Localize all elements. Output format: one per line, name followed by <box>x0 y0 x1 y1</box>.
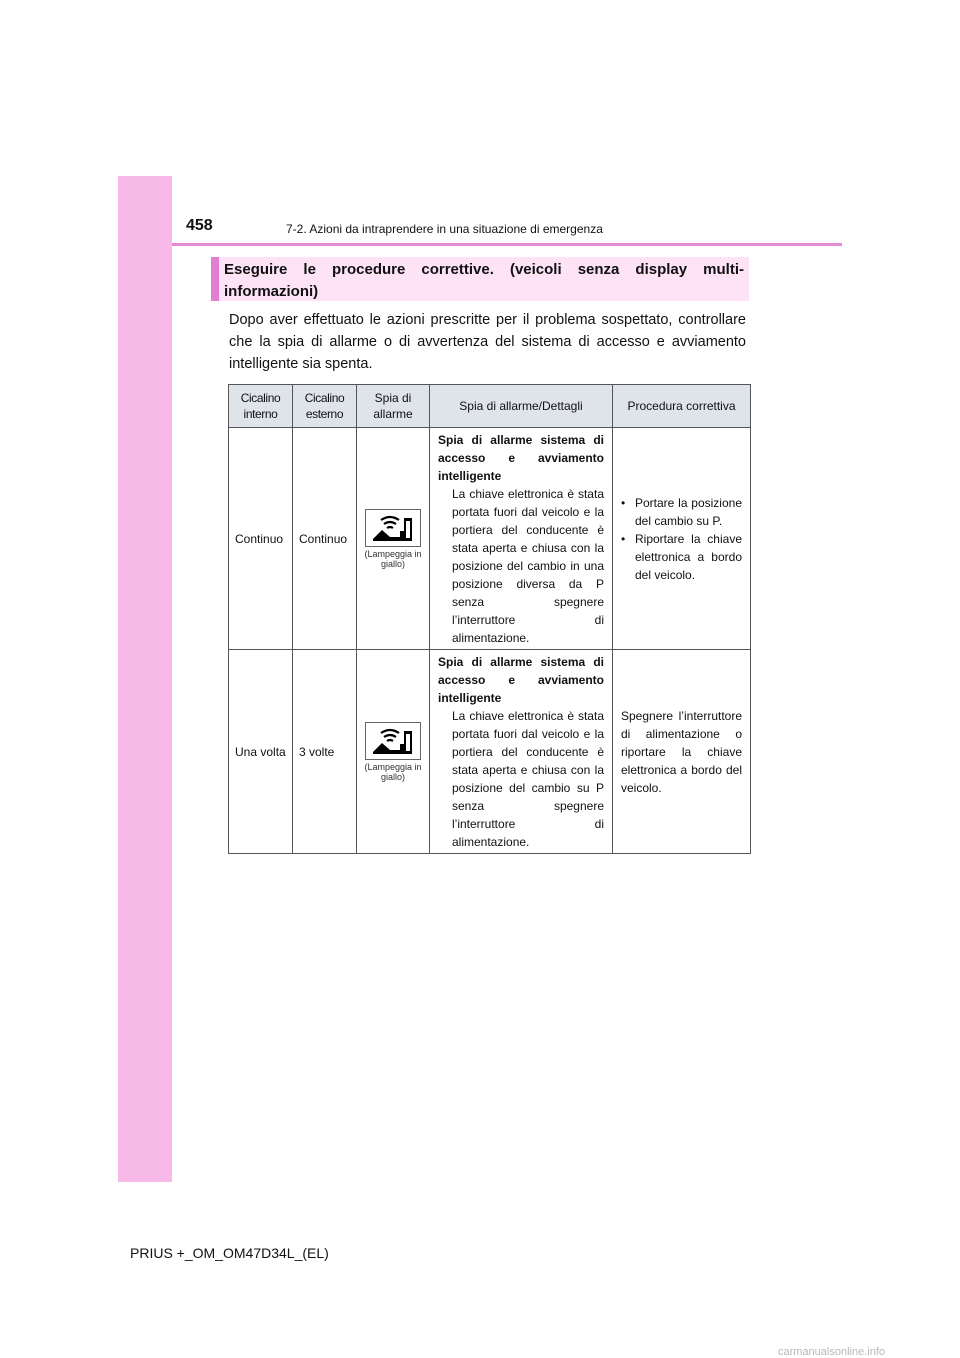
procedure-item: • Portare la posizione del cambio su P. <box>621 494 742 530</box>
internal-buzzer-cell: Una volta <box>229 650 293 854</box>
details-cell <box>430 428 613 650</box>
warning-table <box>228 384 751 854</box>
lamp-note: (Lampeggia in giallo) <box>364 761 422 782</box>
side-tab-bar <box>118 176 172 1182</box>
running-head: 7-2. Azioni da intraprendere in una situazione di emergenza <box>286 222 603 236</box>
page-number: 458 <box>186 217 213 234</box>
table-row <box>229 428 751 650</box>
table-row <box>229 650 751 854</box>
details-cell <box>430 650 613 854</box>
procedure-cell: Spegnere l’interruttore di alimentazione o riportare la chiave elettronica a bordo del veicolo. <box>613 650 751 854</box>
intro-paragraph: Dopo aver effettuato le azioni prescritte per il problema sospettato, controllare che la spia di allarme o di avvertenza del sistema di accesso e avviamento intelligente sia spenta. <box>229 312 746 372</box>
table-header-row <box>229 385 751 428</box>
header-rule <box>172 243 842 246</box>
procedure-item: • Riportare la chiave elettronica a bordo del veicolo. <box>621 530 742 584</box>
warning-lamp-cell <box>357 428 430 650</box>
footer-model-code: PRIUS +_OM_OM47D34L_(EL) <box>130 1245 329 1261</box>
internal-buzzer-cell: Continuo <box>229 428 293 650</box>
detail-text: La chiave elettronica è stata portata fuori dal veicolo e la portiera del conducente è stata aperta e chiusa con la posizione del cambio in una posizione diversa da P senza spegnere l’interruttore di alimentazione. <box>452 486 604 645</box>
external-buzzer-cell: Continuo <box>293 428 357 650</box>
header-procedure: Procedura correttiva <box>613 385 751 428</box>
external-buzzer-cell: 3 volte <box>293 650 357 854</box>
smart-key-warning-icon <box>365 722 421 760</box>
lamp-note: (Lampeggia in giallo) <box>364 548 422 569</box>
detail-title: Spia di allarme sistema di accesso e avviamento intelligente <box>438 654 604 705</box>
watermark: carmanualsonline.info <box>778 1346 886 1358</box>
header-details: Spia di allarme/Dettagli <box>430 385 613 428</box>
smart-key-warning-icon <box>365 509 421 547</box>
procedure-cell <box>613 428 751 650</box>
detail-title: Spia di allarme sistema di accesso e avviamento intelligente <box>438 432 604 483</box>
section-title: Eseguire le procedure correttive. (veicoli senza display multi-informazioni) <box>224 261 744 300</box>
header-warning-lamp: Spia di allarme <box>357 385 430 428</box>
header-internal-buzzer: Cicalino interno <box>229 385 293 428</box>
header-external-buzzer: Cicalino esterno <box>293 385 357 428</box>
procedure-list <box>621 494 742 584</box>
detail-text: La chiave elettronica è stata portata fuori dal veicolo e la portiera del conducente è stata aperta e chiusa con la posizione del cambio su P senza spegnere l’interruttore di alimentazione. <box>452 708 604 849</box>
warning-lamp-cell <box>357 650 430 854</box>
